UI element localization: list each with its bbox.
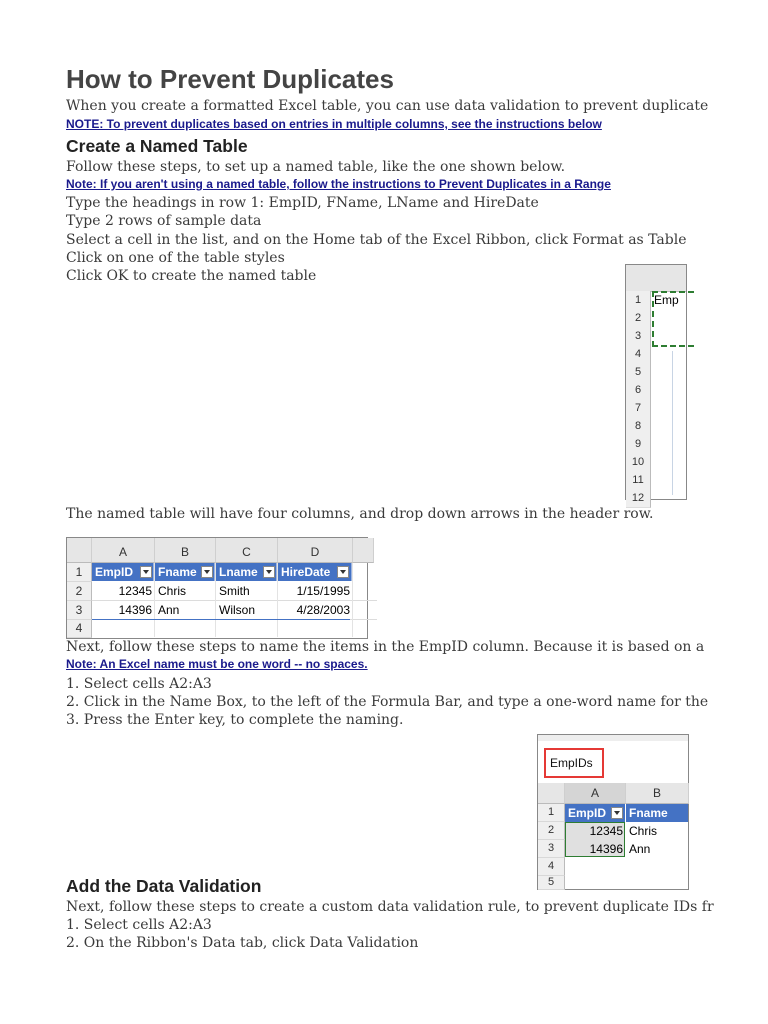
note-link-prevent-range[interactable]: Note: If you aren't using a named table, follow the instructions to Prevent Duplicates in a Range xyxy=(66,177,611,191)
name-box[interactable]: EmpIDs xyxy=(544,748,604,778)
table-header-cell: EmpID xyxy=(92,563,154,581)
row-number: 2 xyxy=(538,822,565,840)
row-number: 1 xyxy=(67,563,92,582)
step-text: Click OK to create the named table xyxy=(66,268,317,284)
gridline xyxy=(215,563,216,637)
row-number: 3 xyxy=(538,840,565,858)
table-border xyxy=(92,619,350,620)
column-header-blank xyxy=(353,538,374,563)
row-number: 6 xyxy=(626,381,651,400)
row-number: 1 xyxy=(538,804,565,822)
gridline xyxy=(154,563,155,637)
cell-text: Emp xyxy=(654,293,679,307)
step-text: 1. Select cells A2:A3 xyxy=(66,676,212,692)
table-cell: Ann xyxy=(629,842,651,856)
excel-name-box-screenshot xyxy=(537,734,689,890)
gridline xyxy=(277,563,278,637)
table-cell: Ann xyxy=(158,603,180,617)
table-cell: 12345 xyxy=(118,584,152,598)
step-text: 2. Click in the Name Box, to the left of the Formula Bar, and type a one-word name for the xyxy=(66,694,709,710)
row-number: 4 xyxy=(626,345,651,364)
row-number: 3 xyxy=(626,327,651,346)
ribbon-edge xyxy=(538,735,688,741)
filter-dropdown-icon[interactable] xyxy=(263,566,275,578)
gridline xyxy=(92,600,377,601)
section2-lead: Next, follow these steps to name the items in the EmpID column. Because it is based on a xyxy=(66,639,705,655)
column-header: B xyxy=(155,538,216,563)
corner-cell xyxy=(67,538,92,563)
section-heading-named-table: Create a Named Table xyxy=(66,136,248,156)
row-number: 7 xyxy=(626,399,651,418)
row-number: 9 xyxy=(626,435,651,454)
step-text: 2. On the Ribbon's Data tab, click Data Validation xyxy=(66,935,419,951)
row-number: 3 xyxy=(67,601,92,620)
section1-lead: Follow these steps, to set up a named table, like the one shown below. xyxy=(66,159,566,175)
row-number: 8 xyxy=(626,417,651,436)
row-number: 2 xyxy=(626,309,651,328)
column-header-bar xyxy=(626,265,686,292)
excel-screenshot-sheet xyxy=(625,264,687,504)
row-number: 10 xyxy=(626,453,651,472)
gridline xyxy=(352,563,353,637)
step-text: Click on one of the table styles xyxy=(66,250,285,266)
row-number: 11 xyxy=(626,471,651,490)
column-header: A xyxy=(565,783,626,804)
table-header-cell: HireDate xyxy=(278,563,352,581)
filter-dropdown-icon[interactable] xyxy=(337,566,349,578)
table-cell: 12345 xyxy=(589,824,623,838)
dialog-edge xyxy=(672,351,673,495)
section-heading-data-validation: Add the Data Validation xyxy=(66,876,262,896)
row-number: 2 xyxy=(67,582,92,601)
row-number: 4 xyxy=(538,858,565,876)
filter-dropdown-icon[interactable] xyxy=(201,566,213,578)
corner-cell xyxy=(538,783,565,804)
table-cell: 14396 xyxy=(589,842,623,856)
table-cell: 1/15/1995 xyxy=(296,584,350,598)
row-number: 1 xyxy=(626,291,651,310)
page-title: How to Prevent Duplicates xyxy=(66,64,394,94)
row-number: 12 xyxy=(626,489,651,508)
table-cell: Chris xyxy=(629,824,658,838)
table-cell: 4/28/2003 xyxy=(296,603,350,617)
step-text: Select a cell in the list, and on the Home tab of the Excel Ribbon, click Format as Table xyxy=(66,232,687,248)
table-cell: Wilson xyxy=(219,603,256,617)
row-number: 5 xyxy=(538,876,565,890)
table-cell: Chris xyxy=(158,584,187,598)
step-text: Type 2 rows of sample data xyxy=(66,213,262,229)
filter-dropdown-icon[interactable] xyxy=(611,807,623,819)
filter-dropdown-icon[interactable] xyxy=(140,566,152,578)
excel-named-table-screenshot xyxy=(66,537,368,639)
section3-lead: Next, follow these steps to create a custom data validation rule, to prevent duplicate IDs fr xyxy=(66,899,714,915)
column-header: D xyxy=(278,538,353,563)
column-header: C xyxy=(216,538,278,563)
step-text: Type the headings in row 1: EmpID, FName, LName and HireDate xyxy=(66,195,539,211)
table-header-cell: EmpID xyxy=(565,804,625,822)
row-number: 4 xyxy=(67,620,92,638)
table-header-cell: Fname xyxy=(626,804,688,822)
step-text: 3. Press the Enter key, to complete the naming. xyxy=(66,712,404,728)
step-text: 1. Select cells A2:A3 xyxy=(66,917,212,933)
column-header: B xyxy=(626,783,689,804)
table-header-cell: Lname xyxy=(216,563,277,581)
note-link-multiple-columns[interactable]: NOTE: To prevent duplicates based on entries in multiple columns, see the instructions below xyxy=(66,117,602,131)
section1-after-text: The named table will have four columns, and drop down arrows in the header row. xyxy=(66,506,654,522)
table-cell: 14396 xyxy=(118,603,152,617)
intro-text: When you create a formatted Excel table, you can use data validation to prevent duplicate xyxy=(66,98,709,114)
note-name-one-word: Note: An Excel name must be one word -- no spaces. xyxy=(66,657,368,671)
table-header-cell: Fname xyxy=(155,563,215,581)
table-cell: Smith xyxy=(219,584,250,598)
row-number: 5 xyxy=(626,363,651,382)
column-header: A xyxy=(92,538,155,563)
